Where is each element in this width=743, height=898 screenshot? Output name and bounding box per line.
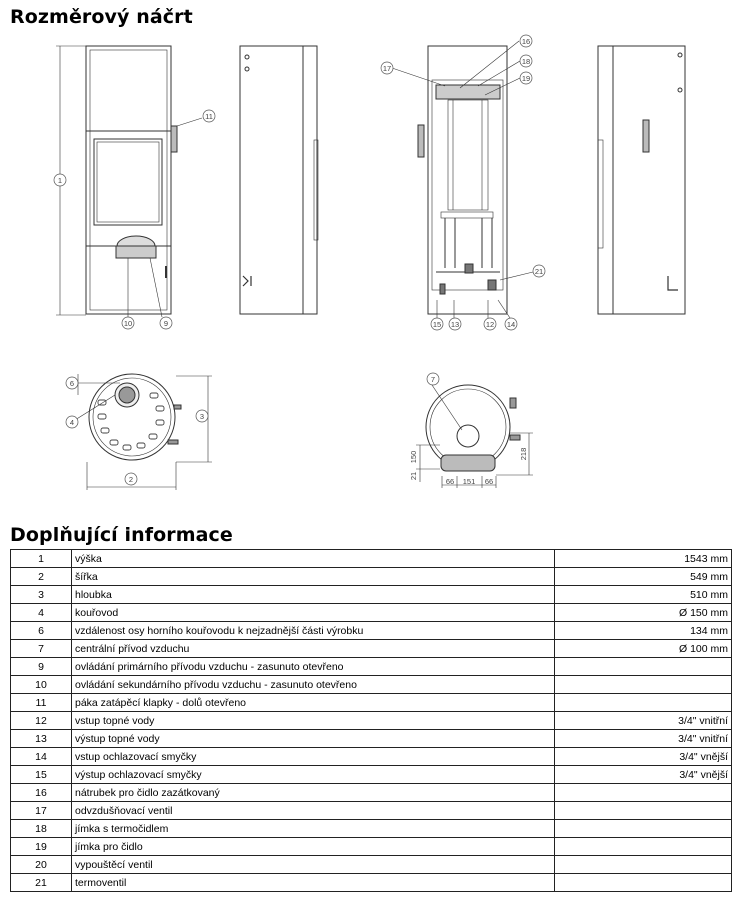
row-value <box>555 694 732 712</box>
table-row <box>11 550 732 568</box>
callout-label: 12 <box>485 320 495 329</box>
table-row <box>11 802 732 820</box>
row-value <box>555 856 732 874</box>
row-value <box>555 820 732 838</box>
row-value <box>555 784 732 802</box>
row-value <box>555 874 732 892</box>
sketch-heading: Rozměrový náčrt <box>10 6 193 28</box>
row-number: 12 <box>11 712 72 730</box>
dimension-sketch <box>0 30 743 500</box>
callout-label: 2 <box>128 475 134 484</box>
row-number: 7 <box>11 640 72 658</box>
row-number: 11 <box>11 694 72 712</box>
dimension-label: 218 <box>519 447 528 461</box>
row-label: hloubka <box>72 586 555 604</box>
row-number: 13 <box>11 730 72 748</box>
row-label: vypouštěcí ventil <box>72 856 555 874</box>
row-label: odvzdušňovací ventil <box>72 802 555 820</box>
row-label: ovládání sekundárního přívodu vzduchu - zasunuto otevřeno <box>72 676 555 694</box>
row-number: 16 <box>11 784 72 802</box>
front-callouts <box>54 110 215 329</box>
table-row <box>11 712 732 730</box>
row-value <box>555 658 732 676</box>
table-row <box>11 568 732 586</box>
row-value: 3/4" vnější <box>555 748 732 766</box>
row-number: 20 <box>11 856 72 874</box>
dimension-label: 66 <box>484 477 494 486</box>
row-number: 3 <box>11 586 72 604</box>
row-number: 1 <box>11 550 72 568</box>
table-row <box>11 820 732 838</box>
table-row <box>11 640 732 658</box>
row-label: výstup topné vody <box>72 730 555 748</box>
table-row <box>11 622 732 640</box>
row-value: Ø 100 mm <box>555 640 732 658</box>
row-value: 3/4" vnitřní <box>555 730 732 748</box>
row-number: 18 <box>11 820 72 838</box>
table-row <box>11 784 732 802</box>
right-side-view <box>598 46 685 314</box>
callout-label: 14 <box>506 320 516 329</box>
row-number: 14 <box>11 748 72 766</box>
table-row <box>11 874 732 892</box>
callout-label: 10 <box>123 319 133 328</box>
callout-label: 3 <box>199 412 205 421</box>
row-number: 19 <box>11 838 72 856</box>
callout-label: 13 <box>450 320 460 329</box>
row-number: 4 <box>11 604 72 622</box>
row-label: vstup topné vody <box>72 712 555 730</box>
row-label: jímka pro čidlo <box>72 838 555 856</box>
table-row <box>11 604 732 622</box>
row-number: 9 <box>11 658 72 676</box>
top-view <box>75 374 212 490</box>
table-row <box>11 658 732 676</box>
row-label: centrální přívod vzduchu <box>72 640 555 658</box>
table-row <box>11 694 732 712</box>
row-number: 15 <box>11 766 72 784</box>
bottom-view <box>416 385 533 488</box>
row-value: 3/4" vnější <box>555 766 732 784</box>
callout-label: 19 <box>521 74 531 83</box>
row-value: 510 mm <box>555 586 732 604</box>
callout-label: 17 <box>382 64 392 73</box>
dimension-label: 21 <box>409 471 418 481</box>
info-table <box>10 549 732 892</box>
callout-label: 6 <box>69 379 75 388</box>
callout-label: 9 <box>163 319 169 328</box>
row-value: Ø 150 mm <box>555 604 732 622</box>
callout-label: 1 <box>57 176 63 185</box>
row-label: ovládání primárního přívodu vzduchu - zasunuto otevřeno <box>72 658 555 676</box>
table-row <box>11 838 732 856</box>
row-number: 10 <box>11 676 72 694</box>
row-value: 549 mm <box>555 568 732 586</box>
table-row <box>11 856 732 874</box>
row-value <box>555 676 732 694</box>
table-row <box>11 676 732 694</box>
row-value: 3/4" vnitřní <box>555 712 732 730</box>
callout-label: 15 <box>432 320 442 329</box>
row-label: páka zatápěcí klapky - dolů otevřeno <box>72 694 555 712</box>
table-row <box>11 766 732 784</box>
callout-label: 4 <box>69 418 75 427</box>
row-label: vzdálenost osy horního kouřovodu k nejzadnější části výrobku <box>72 622 555 640</box>
front-view <box>56 46 202 317</box>
row-label: nátrubek pro čidlo zazátkovaný <box>72 784 555 802</box>
side-view <box>240 46 318 314</box>
row-value <box>555 838 732 856</box>
table-row <box>11 748 732 766</box>
table-row <box>11 586 732 604</box>
row-label: vstup ochlazovací smyčky <box>72 748 555 766</box>
callout-label: 18 <box>521 57 531 66</box>
back-view <box>392 41 533 318</box>
info-table-body <box>11 550 732 892</box>
callout-label: 21 <box>534 267 544 276</box>
dimension-label: 66 <box>445 477 455 486</box>
info-heading: Doplňující informace <box>10 524 233 546</box>
row-label: šířka <box>72 568 555 586</box>
row-value <box>555 802 732 820</box>
row-value: 134 mm <box>555 622 732 640</box>
row-label: jímka s termočidlem <box>72 820 555 838</box>
row-label: termoventil <box>72 874 555 892</box>
row-number: 6 <box>11 622 72 640</box>
row-value: 1543 mm <box>555 550 732 568</box>
callout-label: 7 <box>430 375 436 384</box>
row-number: 17 <box>11 802 72 820</box>
dimension-label: 151 <box>462 477 476 486</box>
callout-label: 11 <box>205 112 213 121</box>
callout-label: 16 <box>521 37 531 46</box>
row-label: výška <box>72 550 555 568</box>
back-callouts <box>381 35 545 330</box>
row-label: kouřovod <box>72 604 555 622</box>
row-number: 21 <box>11 874 72 892</box>
table-row <box>11 730 732 748</box>
row-label: výstup ochlazovací smyčky <box>72 766 555 784</box>
row-number: 2 <box>11 568 72 586</box>
dimension-label: 150 <box>409 450 418 464</box>
